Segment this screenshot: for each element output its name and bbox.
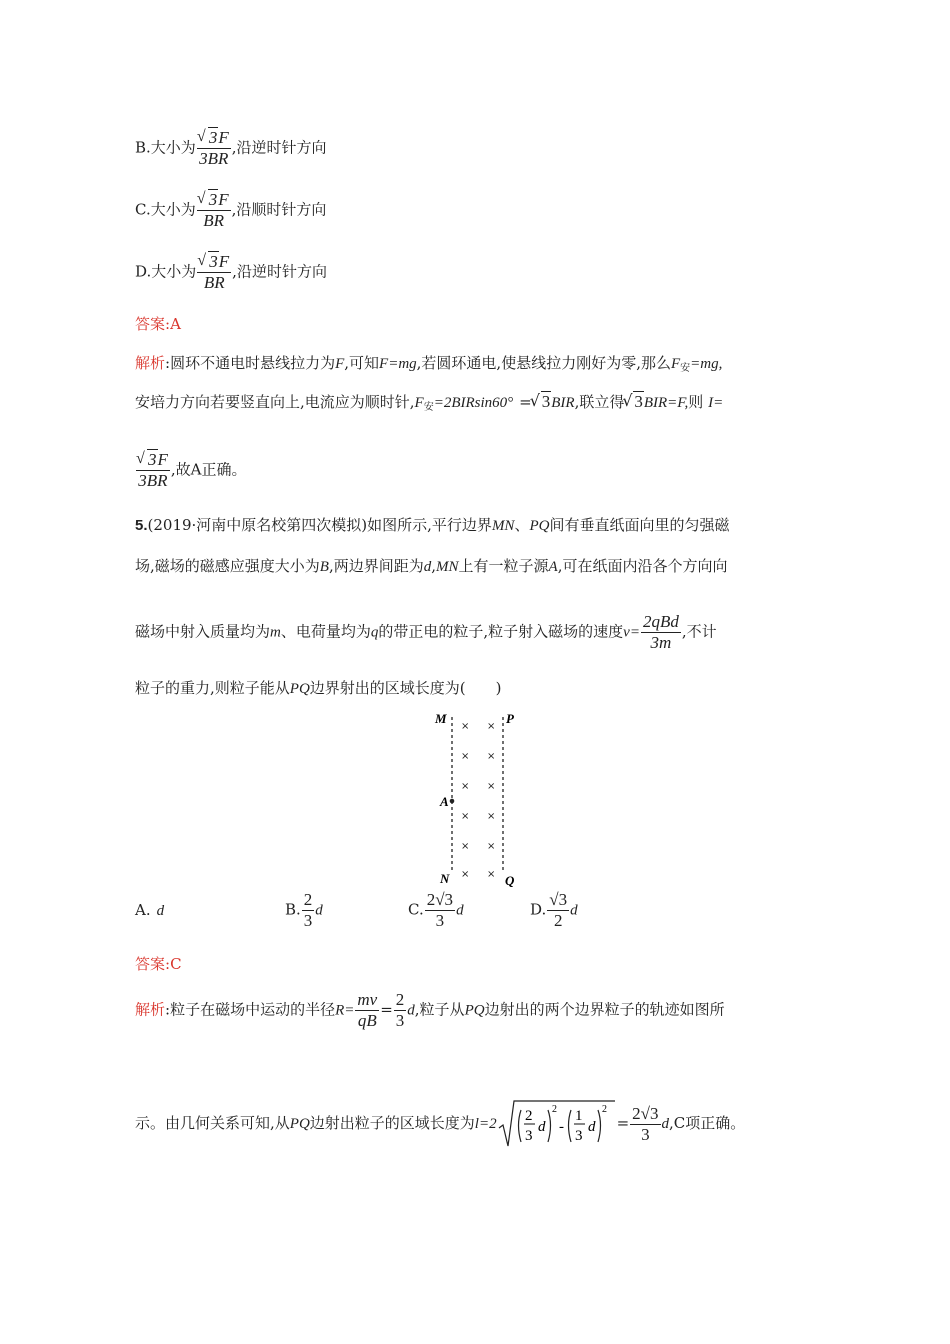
answer-4: 答案:A [135,315,181,333]
question-5-line-4: 粒子的重力,则粒子能从PQ边界射出的区域长度为( ) [135,679,502,697]
cross: × [461,751,470,762]
cross: × [487,869,496,880]
svg-text:2: 2 [524,1108,533,1124]
q5-option-c: C. $\frac{2√3}{3}$ d [408,890,464,930]
svg-text:2: 2 [551,1104,557,1115]
label-q: Q [505,873,515,888]
cross: × [487,811,496,822]
cross: × [461,781,470,792]
option-d: D.大小为 √ $\frac{3F}{BR}$ ,沿逆时针方向 [135,252,327,293]
svg-text:1: 1 [574,1108,583,1124]
option-b: B.大小为 √ $\frac{3F}{3BR}$ ,沿逆时针方向 [135,128,326,169]
svg-text:2: 2 [601,1104,607,1115]
field-crosses [461,721,495,880]
analysis-4-line-3: √ $\frac{3F}{3BR}$ ,故A正确。 [135,450,247,491]
answer-5: 答案:C [135,955,182,973]
svg-text:d: d [587,1119,596,1135]
option-c: C.大小为 √ $\frac{3F}{BR}$ ,沿顺时针方向 [135,190,326,231]
analysis-4-line-2: 安培力方向若要竖直向上,电流应为顺时针$,F_安=2BIRsin60^\circ$ =√ 3BIR,联立得√ 3BIR=F,则 I= [135,392,723,418]
cross: × [487,781,496,792]
magnetic-field-figure [430,705,530,890]
cross: × [461,811,470,822]
q5-option-a: A. d [135,901,165,919]
question-5-line-1: 5.(2019·河南中原名校第四次模拟)如图所示,平行边界MN、PQ间有垂直纸面向里的匀强磁 [135,516,730,534]
svg-text:d: d [537,1119,546,1135]
analysis-5-line-2: 示。由几何关系可知,从PQ边射出粒子的区域长度为l=2 2 3 d 2 - 1 3 d 2 = $\frac{2√3}{3}$ d,C项正确。 [135,1098,745,1150]
label-m: M [435,711,447,726]
q5-option-b: B. $\frac{2}{3}$ d [285,890,323,930]
svg-text:-: - [558,1119,564,1135]
question-5-line-2: 场,磁场的磁感应强度大小为B,两边界间距为d,MN上有一粒子源A,可在纸面内沿各个方向向 [135,557,728,575]
sqrt-3: √ 3 [199,128,219,148]
analysis-5-line-1: 解析:粒子在磁场中运动的半径R= $\frac{mv}{qB}$ = $\frac{2}{3}$ d,粒子从PQ边射出的两个边界粒子的轨迹如图所 [135,990,725,1030]
label-p: P [506,711,514,726]
svg-text:3: 3 [574,1128,583,1144]
distance-radical [497,1098,617,1150]
cross: × [461,841,470,852]
cross: × [487,841,496,852]
analysis-4-line-1: 解析:圆环不通电时悬线拉力为F,可知F=mg,若圆环通电,使悬线拉力刚好为零,那么$F_安=mg$, [135,354,723,374]
label-a: A [440,794,449,809]
source-point-a [450,799,455,804]
q5-option-d: D. $\frac{√3}{2}$ d [530,890,578,930]
cross: × [487,721,496,732]
cross: × [461,721,470,732]
cross: × [487,751,496,762]
svg-text:3: 3 [524,1128,533,1144]
question-5-line-3: 磁场中射入质量均为m、电荷量均为q的带正电的粒子,粒子射入磁场的速度v= $\frac{\text{2qBd}}{3m}$ ,不计 [135,612,717,652]
cross: × [461,869,470,880]
label-n: N [440,871,450,886]
